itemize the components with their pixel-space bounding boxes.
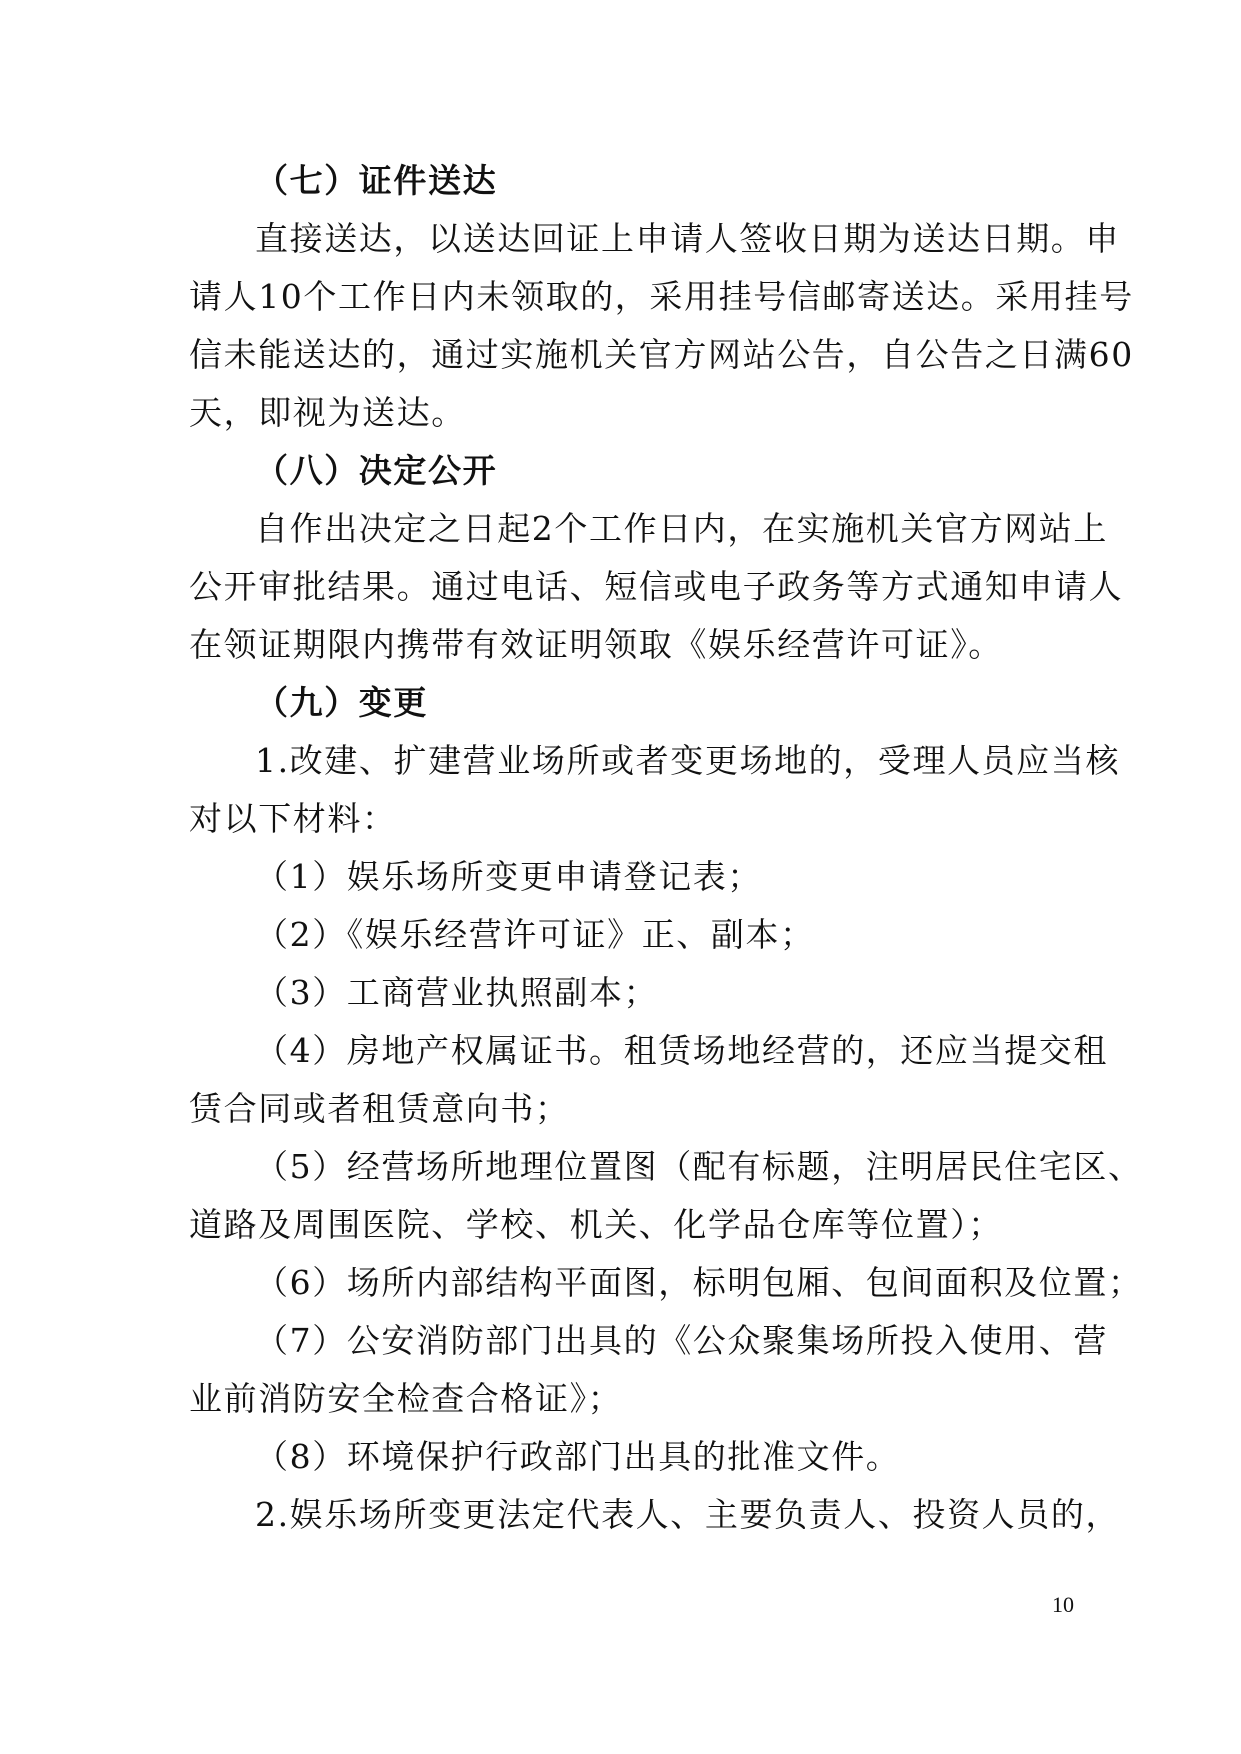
paragraph-line: 2.娱乐场所变更法定代表人、主要负责人、投资人员的， xyxy=(255,1495,1121,1534)
section-heading: （七）证件送达 xyxy=(255,161,498,200)
section-heading: （九）变更 xyxy=(255,683,428,722)
paragraph-line: 1.改建、扩建营业场所或者变更场地的，受理人员应当核 xyxy=(255,741,1121,780)
paragraph-line: 天，即视为送达。 xyxy=(189,393,466,432)
paragraph-line: 对以下材料： xyxy=(189,799,397,838)
document-body xyxy=(189,152,1143,1544)
paragraph-line: （4）房地产权属证书。租赁场地经营的，还应当提交租 xyxy=(255,1031,1108,1070)
paragraph-line: 信未能送达的，通过实施机关官方网站公告，自公告之日满60 xyxy=(189,335,1134,374)
page-number: 10 xyxy=(1052,1592,1074,1617)
paragraph-line: （8）环境保护行政部门出具的批准文件。 xyxy=(255,1437,901,1476)
paragraph-line: 道路及周围医院、学校、机关、化学品仓库等位置）； xyxy=(189,1205,1003,1244)
paragraph-line: （1）娱乐场所变更申请登记表； xyxy=(255,857,762,896)
paragraph-line: （2）《娱乐经营许可证》正、副本； xyxy=(255,915,815,954)
paragraph-line: 赁合同或者租赁意向书； xyxy=(189,1089,570,1128)
paragraph-line: 直接送达，以送达回证上申请人签收日期为送达日期。申 xyxy=(255,219,1120,258)
paragraph-line: 在领证期限内携带有效证明领取《娱乐经营许可证》。 xyxy=(189,625,1003,664)
paragraph-line: 自作出决定之日起2个工作日内，在实施机关官方网站上 xyxy=(255,509,1108,548)
paragraph-line: （5）经营场所地理位置图（配有标题，注明居民住宅区、 xyxy=(255,1147,1143,1186)
paragraph-line: （6）场所内部结构平面图，标明包厢、包间面积及位置； xyxy=(255,1263,1143,1302)
paragraph-line: 业前消防安全检查合格证》； xyxy=(189,1379,623,1418)
section-heading: （八）决定公开 xyxy=(255,451,498,490)
paragraph-line: 请人10个工作日内未领取的，采用挂号信邮寄送达。采用挂号 xyxy=(189,277,1134,316)
paragraph-line: （3）工商营业执照副本； xyxy=(255,973,659,1012)
paragraph-line: （7）公安消防部门出具的《公众聚集场所投入使用、营 xyxy=(255,1321,1108,1360)
paragraph-line: 公开审批结果。通过电话、短信或电子政务等方式通知申请人 xyxy=(189,567,1124,606)
